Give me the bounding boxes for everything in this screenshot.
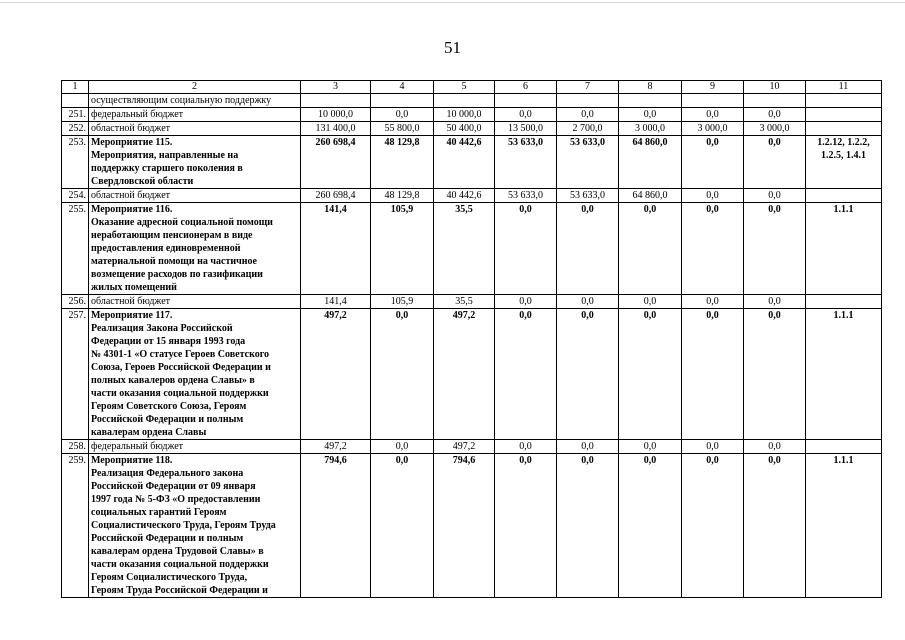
amount-cell: 794,6 <box>434 454 495 598</box>
amount-cell: 0,0 <box>682 189 744 203</box>
row-description: Мероприятие 118. Реализация Федерального закона Российской Федерации от 09 января 1997 года № 5-ФЗ «О предоставлении социальных гарантий Героям Социалистического Труда, Героям Труда Российской Федерации и полным кавалерам ордена Трудовой Славы» в части оказания социальной поддержки Героям Социалистического Труда, Героям Труда Российской Федерации и <box>89 454 301 598</box>
amount-cell: 0,0 <box>744 309 806 440</box>
target-indicator-cell: 1.1.1 <box>806 454 882 598</box>
amount-cell: 55 800,0 <box>371 122 434 136</box>
amount-cell <box>371 94 434 108</box>
amount-cell: 497,2 <box>301 440 371 454</box>
table-row <box>62 108 882 122</box>
column-header: 1 <box>62 81 89 94</box>
target-indicator-cell <box>806 189 882 203</box>
amount-cell: 53 633,0 <box>495 189 557 203</box>
column-header: 9 <box>682 81 744 94</box>
amount-cell: 141,4 <box>301 295 371 309</box>
amount-cell: 0,0 <box>744 295 806 309</box>
amount-cell: 0,0 <box>495 440 557 454</box>
amount-cell: 497,2 <box>301 309 371 440</box>
amount-cell: 0,0 <box>371 454 434 598</box>
amount-cell: 0,0 <box>744 108 806 122</box>
amount-cell: 53 633,0 <box>495 136 557 189</box>
target-indicator-cell <box>806 94 882 108</box>
row-number: 252. <box>62 122 89 136</box>
amount-cell: 35,5 <box>434 295 495 309</box>
amount-cell: 48 129,8 <box>371 136 434 189</box>
amount-cell: 0,0 <box>371 108 434 122</box>
amount-cell: 0,0 <box>495 309 557 440</box>
row-description: Мероприятие 115. Мероприятия, направленные на поддержку старшего поколения в Свердловской области <box>89 136 301 189</box>
table-row <box>62 295 882 309</box>
table-row <box>62 203 882 295</box>
amount-cell: 0,0 <box>619 108 682 122</box>
amount-cell: 0,0 <box>371 440 434 454</box>
amount-cell: 40 442,6 <box>434 136 495 189</box>
amount-cell: 0,0 <box>744 440 806 454</box>
row-description: Мероприятие 116. Оказание адресной социальной помощи неработающим пенсионерам в виде предоставления единовременной материальной помощи на частичное возмещение расходов по газификации жилых помещений <box>89 203 301 295</box>
amount-cell: 0,0 <box>744 136 806 189</box>
table-row <box>62 94 882 108</box>
amount-cell: 0,0 <box>619 440 682 454</box>
amount-cell: 0,0 <box>682 454 744 598</box>
target-indicator-cell: 1.1.1 <box>806 309 882 440</box>
amount-cell: 141,4 <box>301 203 371 295</box>
amount-cell: 131 400,0 <box>301 122 371 136</box>
row-number: 254. <box>62 189 89 203</box>
row-description: областной бюджет <box>89 122 301 136</box>
row-number: 259. <box>62 454 89 598</box>
row-number: 255. <box>62 203 89 295</box>
amount-cell <box>301 94 371 108</box>
amount-cell: 0,0 <box>682 295 744 309</box>
row-number: 258. <box>62 440 89 454</box>
amount-cell: 0,0 <box>557 440 619 454</box>
amount-cell: 794,6 <box>301 454 371 598</box>
table-row <box>62 309 882 440</box>
column-header: 10 <box>744 81 806 94</box>
target-indicator-cell: 1.1.1 <box>806 203 882 295</box>
amount-cell: 0,0 <box>744 203 806 295</box>
column-header: 2 <box>89 81 301 94</box>
amount-cell: 0,0 <box>495 454 557 598</box>
table-row <box>62 440 882 454</box>
row-description: областной бюджет <box>89 295 301 309</box>
amount-cell: 64 860,0 <box>619 189 682 203</box>
row-description: Мероприятие 117. Реализация Закона Российской Федерации от 15 января 1993 года № 4301-1 «О статусе Героев Советского Союза, Героев Российской Федерации и полных кавалеров ордена Славы» в части оказания социальной поддержки Героям Советского Союза, Героям Российской Федерации и полным кавалерам ордена Славы <box>89 309 301 440</box>
amount-cell: 0,0 <box>682 309 744 440</box>
amount-cell: 105,9 <box>371 203 434 295</box>
amount-cell: 0,0 <box>619 309 682 440</box>
amount-cell <box>434 94 495 108</box>
amount-cell <box>557 94 619 108</box>
row-number: 257. <box>62 309 89 440</box>
amount-cell: 0,0 <box>495 203 557 295</box>
amount-cell: 0,0 <box>495 108 557 122</box>
amount-cell <box>495 94 557 108</box>
amount-cell: 0,0 <box>682 440 744 454</box>
amount-cell: 0,0 <box>619 203 682 295</box>
page-number: 51 <box>444 38 461 57</box>
amount-cell <box>744 94 806 108</box>
column-header: 6 <box>495 81 557 94</box>
row-description: федеральный бюджет <box>89 108 301 122</box>
amount-cell: 0,0 <box>744 189 806 203</box>
amount-cell: 497,2 <box>434 309 495 440</box>
amount-cell: 3 000,0 <box>619 122 682 136</box>
amount-cell: 0,0 <box>682 203 744 295</box>
amount-cell: 0,0 <box>619 295 682 309</box>
row-description: областной бюджет <box>89 189 301 203</box>
column-number-row <box>62 81 882 94</box>
column-header: 11 <box>806 81 882 94</box>
amount-cell: 64 860,0 <box>619 136 682 189</box>
target-indicator-cell <box>806 122 882 136</box>
amount-cell: 0,0 <box>557 108 619 122</box>
amount-cell <box>682 94 744 108</box>
column-header: 8 <box>619 81 682 94</box>
amount-cell: 50 400,0 <box>434 122 495 136</box>
amount-cell: 0,0 <box>371 309 434 440</box>
target-indicator-cell: 1.2.12, 1.2.2, 1.2.5, 1.4.1 <box>806 136 882 189</box>
amount-cell: 3 000,0 <box>744 122 806 136</box>
column-header: 5 <box>434 81 495 94</box>
amount-cell: 10 000,0 <box>434 108 495 122</box>
amount-cell: 0,0 <box>744 454 806 598</box>
row-number: 253. <box>62 136 89 189</box>
amount-cell: 0,0 <box>557 203 619 295</box>
table-row <box>62 122 882 136</box>
table-row <box>62 136 882 189</box>
amount-cell: 0,0 <box>619 454 682 598</box>
amount-cell: 10 000,0 <box>301 108 371 122</box>
amount-cell: 0,0 <box>557 454 619 598</box>
amount-cell: 35,5 <box>434 203 495 295</box>
scan-edge-line <box>0 2 905 3</box>
row-description: федеральный бюджет <box>89 440 301 454</box>
amount-cell: 497,2 <box>434 440 495 454</box>
amount-cell: 0,0 <box>495 295 557 309</box>
column-header: 4 <box>371 81 434 94</box>
amount-cell: 53 633,0 <box>557 189 619 203</box>
table-row <box>62 189 882 203</box>
table-row <box>62 454 882 598</box>
target-indicator-cell <box>806 108 882 122</box>
column-header: 3 <box>301 81 371 94</box>
row-number: 256. <box>62 295 89 309</box>
amount-cell: 105,9 <box>371 295 434 309</box>
amount-cell <box>619 94 682 108</box>
amount-cell: 3 000,0 <box>682 122 744 136</box>
amount-cell: 0,0 <box>682 108 744 122</box>
amount-cell: 0,0 <box>557 309 619 440</box>
row-number <box>62 94 89 108</box>
amount-cell: 48 129,8 <box>371 189 434 203</box>
amount-cell: 260 698,4 <box>301 189 371 203</box>
target-indicator-cell <box>806 295 882 309</box>
amount-cell: 13 500,0 <box>495 122 557 136</box>
amount-cell: 53 633,0 <box>557 136 619 189</box>
row-description: осуществляющим социальную поддержку <box>89 94 301 108</box>
amount-cell: 260 698,4 <box>301 136 371 189</box>
column-header: 7 <box>557 81 619 94</box>
target-indicator-cell <box>806 440 882 454</box>
amount-cell: 0,0 <box>557 295 619 309</box>
program-measures-table <box>61 80 882 598</box>
amount-cell: 40 442,6 <box>434 189 495 203</box>
amount-cell: 0,0 <box>682 136 744 189</box>
amount-cell: 2 700,0 <box>557 122 619 136</box>
row-number: 251. <box>62 108 89 122</box>
